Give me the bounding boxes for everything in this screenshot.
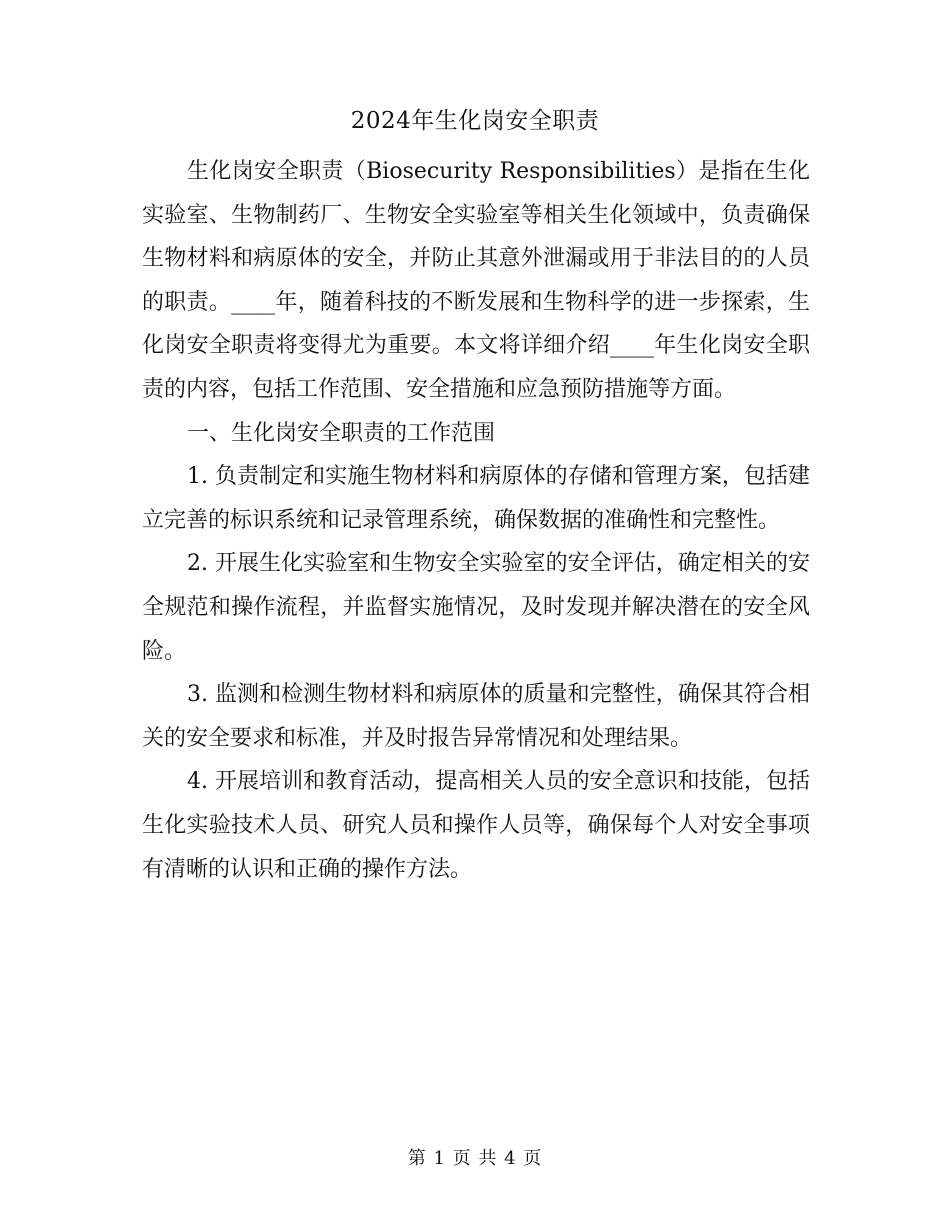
page-indicator: 第 1 页 共 4 页 [407,1148,543,1169]
list-item: 4. 开展培训和教育活动，提高相关人员的安全意识和技能，包括生化实验技术人员、研究人员和操作人员等，确保每个人对安全事项有清晰的认识和正确的操作方法。 [142,769,810,882]
list-item: 3. 监测和检测生物材料和病原体的质量和完整性，确保其符合相关的安全要求和标准，并及时报告异常情况和处理结果。 [142,682,810,751]
intro-paragraph: 生化岗安全职责（Biosecurity Responsibilities）是指在生化实验室、生物制药厂、生物安全实验室等相关生化领域中，负责确保生物材料和病原体的安全，并防止其意外泄漏或用于非法目的的人员的职责。____年，随着科技的不断发展和生物科学的进一步探索，生化岗安全职责将变得尤为重要。本文将详细介绍____年生化岗安全职责的内容，包括工作范围、安全措施和应急预防措施等方面。 [142,159,810,402]
list-item: 1. 负责制定和实施生物材料和病原体的存储和管理方案，包括建立完善的标识系统和记录管理系统，确保数据的准确性和完整性。 [142,464,810,533]
list-item: 2. 开展生化实验室和生物安全实验室的安全评估，确定相关的安全规范和操作流程，并监督实施情况，及时发现并解决潜在的安全风险。 [142,551,810,664]
document-body [142,150,810,891]
section-heading: 一、生化岗安全职责的工作范围 [187,420,496,446]
document-title: 2024年生化岗安全职责 [350,108,600,134]
